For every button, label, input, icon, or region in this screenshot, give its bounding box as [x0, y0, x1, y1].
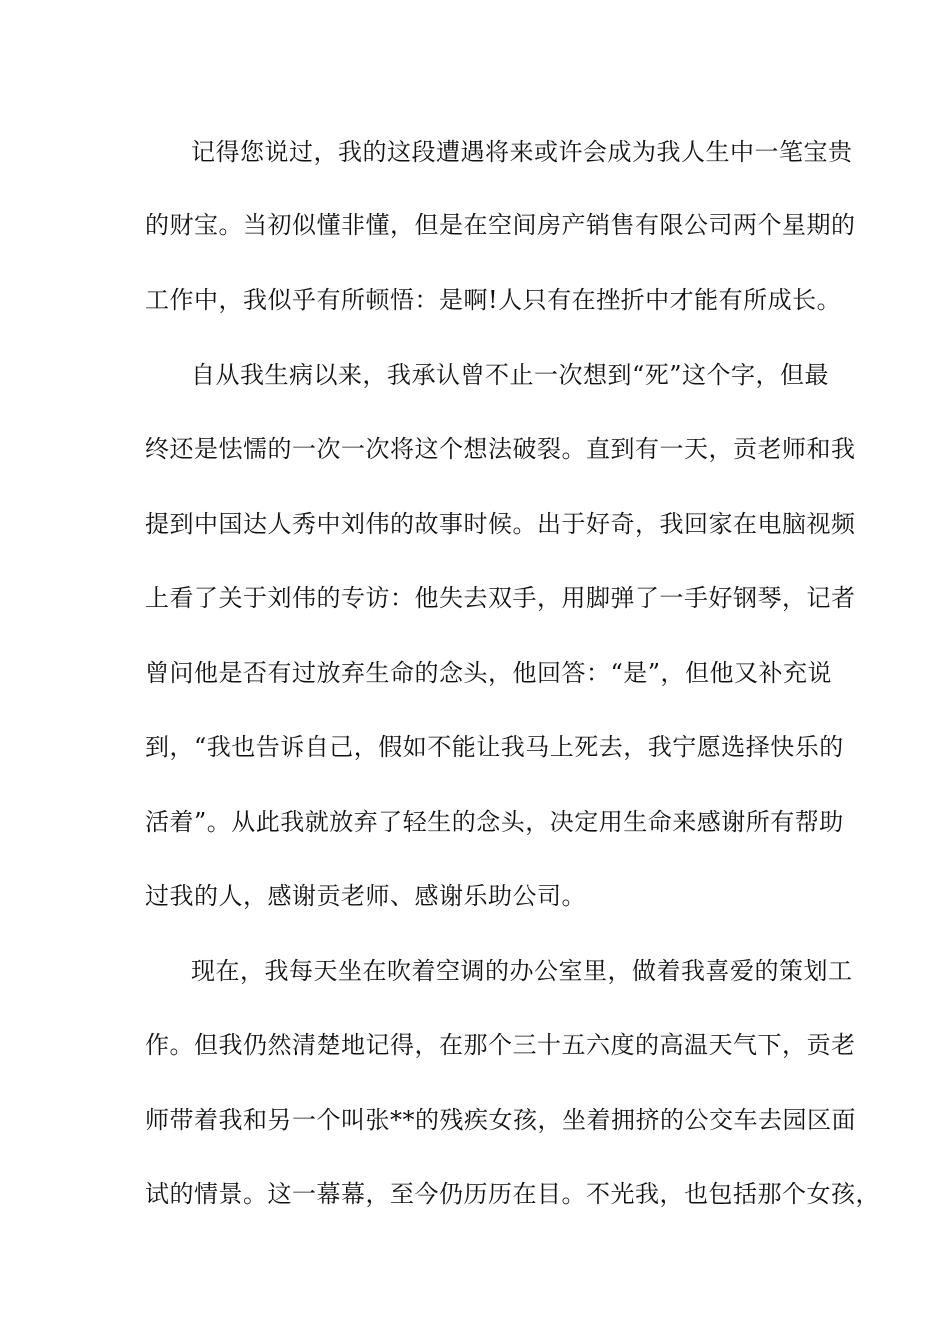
paragraph-2-line-2: 终还是怯懦的一次一次将这个想法破裂。直到有一天，贡老师和我	[145, 435, 856, 463]
paragraph-2-line-5: 曾问他是否有过放弃生命的念头，他回答：“是”，但他又补充说	[145, 659, 833, 687]
paragraph-2-line-6: 到，“我也告诉自己，假如不能让我马上死去，我宁愿选择快乐的	[145, 733, 844, 761]
paragraph-2-line-3: 提到中国达人秀中刘伟的故事时候。出于好奇，我回家在电脑视频	[145, 510, 856, 538]
paragraph-3-line-2: 作。但我仍然清楚地记得，在那个三十五六度的高温天气下，贡老	[145, 1031, 856, 1059]
paragraph-2-line-4: 上看了关于刘伟的专访：他失去双手，用脚弹了一手好钢琴，记者	[145, 584, 856, 612]
paragraph-1-line-1: 记得您说过，我的这段遭遇将来或许会成为我人生中一笔宝贵	[191, 138, 853, 166]
paragraph-3-line-4: 试的情景。这一幕幕，至今仍历历在目。不光我，也包括那个女孩，	[145, 1180, 880, 1208]
paragraph-2-line-7: 活着”。从此我就放弃了轻生的念头，决定用生命来感谢所有帮助	[145, 808, 844, 836]
paragraph-1-line-2: 的财宝。当初似懂非懂，但是在空间房产销售有限公司两个星期的	[145, 211, 856, 239]
paragraph-2-line-8: 过我的人，感谢贡老师、感谢乐助公司。	[145, 882, 586, 910]
paragraph-3-line-1: 现在，我每天坐在吹着空调的办公室里，做着我喜爱的策划工	[191, 957, 853, 985]
paragraph-1-line-3: 工作中，我似乎有所顿悟：是啊!人只有在挫折中才能有所成长。	[145, 286, 842, 314]
paragraph-2-line-1: 自从我生病以来，我承认曾不止一次想到“死”这个字，但最	[191, 361, 830, 389]
paragraph-3-line-3: 师带着我和另一个叫张**的残疾女孩，坐着拥挤的公交车去园区面	[145, 1106, 856, 1134]
